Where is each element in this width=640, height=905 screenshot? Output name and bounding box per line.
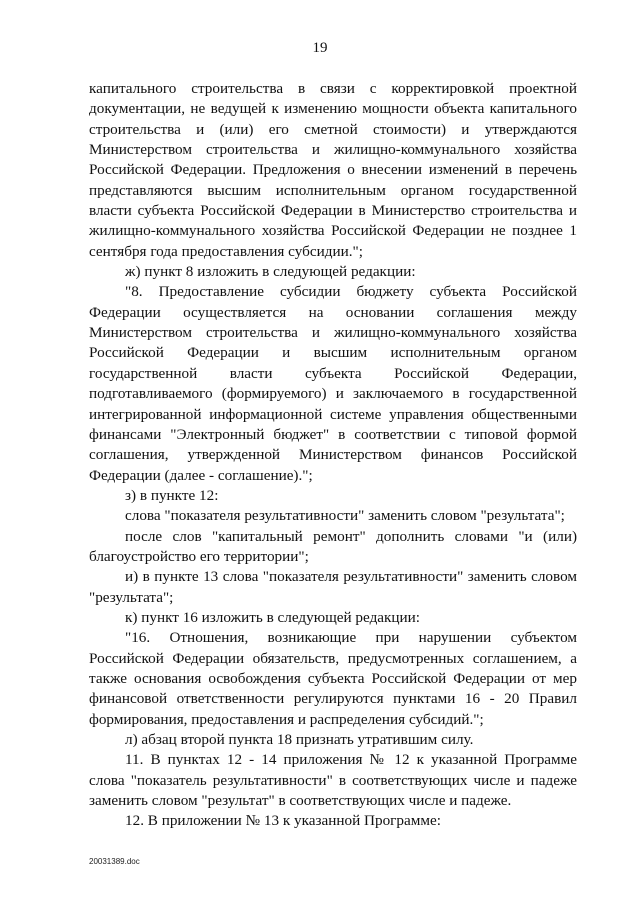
document-body [89, 79, 577, 832]
paragraph-point-8-text: "8. Предоставление субсидии бюджету субъекта Российской Федерации осуществляется на основании соглашения между Министерством строительства и жилищно-коммунального хозяйства Российской Федерации и высшим исполнительным органом государственной власти субъекта Российской Федерации, подготавливаемого (формируемого) и заключаемого в государственной интегрированной информационной системе управления общественными финансами "Электронный бюджет" в соответствии с типовой формой соглашения, утвержденной Министерством финансов Российской Федерации (далее - соглашение)."; [89, 283, 577, 484]
paragraph-item-i: и) в пункте 13 слова "показателя результативности" заменить словом "результата"; [89, 568, 577, 606]
paragraph-item-z: з) в пункте 12: [125, 486, 219, 504]
paragraph-add-words: после слов "капитальный ремонт" дополнить словами "и (или) благоустройство его территории"; [89, 527, 577, 565]
paragraph-point-16-text: "16. Отношения, возникающие при нарушении субъектом Российской Федерации обязательств, предусмотренных соглашением, а также основания освобождения субъекта Российской Федерации от мер финансовой ответственности регулируются пунктами 16 - 20 Правил формирования, предоставления и распределения субсидий."; [89, 629, 577, 728]
paragraph-continuation: капитального строительства в связи с корректировкой проектной документации, не ведущей к изменению мощности объекта капитального строительства и (или) его сметной стоимости) и утверждаются Министерством строительства и жилищно-коммунального хозяйства Российской Федерации. Предложения о внесении изменений в перечень представляются высшим исполнительным органом государственной власти субъекта Российской Федерации в Министерство строительства и жилищно-коммунального хозяйства Российской Федерации не позднее 1 сентября года предоставления субсидии."; [89, 80, 577, 260]
page-number: 19 [312, 40, 328, 56]
paragraph-section-11: 11. В пунктах 12 - 14 приложения № 12 к указанной Программе слова "показатель результативности" в соответствующих числе и падеже заменить словом "результат" в соответствующих числе и падеже. [89, 751, 577, 810]
footer-document-code: 20031389.doc [89, 857, 140, 866]
paragraph-item-zh: ж) пункт 8 изложить в следующей редакции: [125, 263, 416, 281]
paragraph-item-k: к) пункт 16 изложить в следующей редакции: [125, 608, 421, 626]
paragraph-section-12: 12. В приложении № 13 к указанной Программе: [125, 812, 441, 830]
paragraph-item-l: л) абзац второй пункта 18 признать утратившим силу. [125, 731, 474, 748]
paragraph-replace-words: слова "показателя результативности" заменить словом "результата"; [125, 507, 565, 525]
